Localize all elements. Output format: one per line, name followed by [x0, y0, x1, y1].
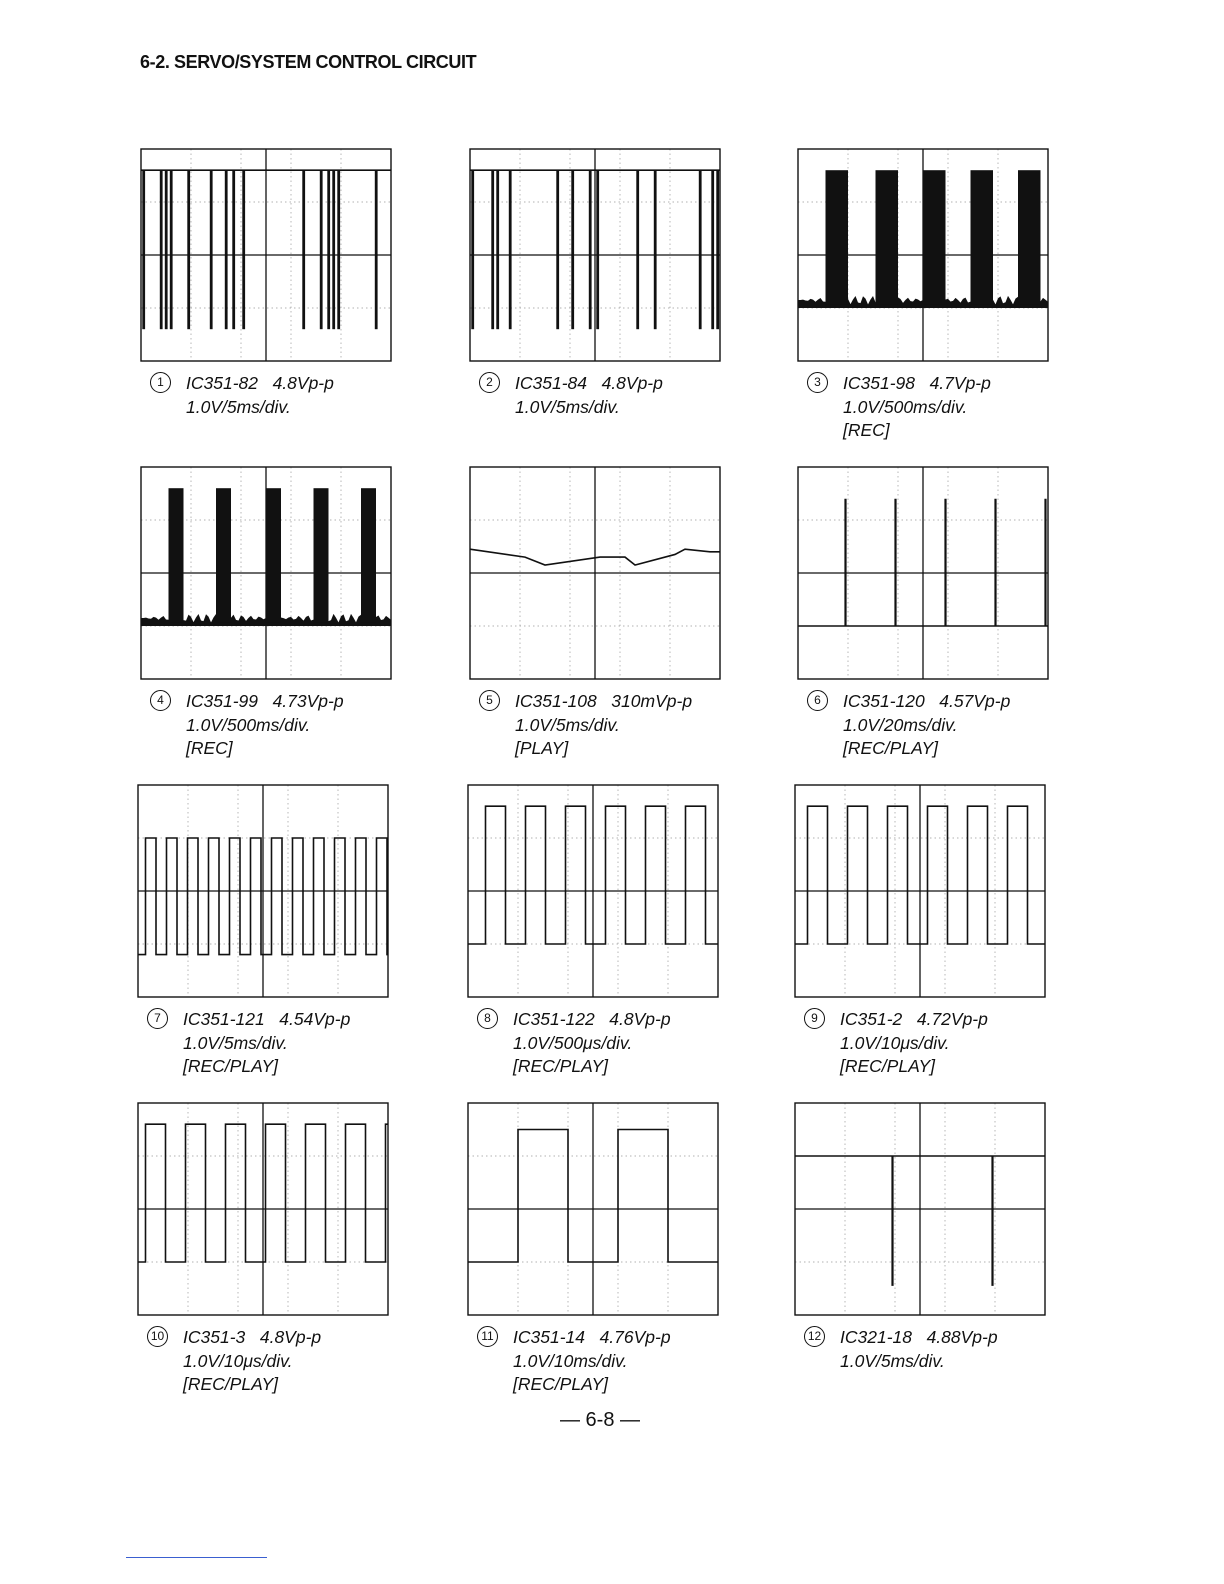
- oscilloscope-screen: [469, 148, 721, 362]
- burst-mark: [216, 488, 231, 622]
- waveform-caption: [140, 690, 392, 761]
- signal-label: IC351-108 310mVp-p: [515, 691, 693, 711]
- waveform-panel: [797, 466, 1049, 761]
- oscilloscope-screen: [797, 466, 1049, 680]
- circled-number: 6: [807, 690, 828, 711]
- mode-label: [REC/PLAY]: [183, 1374, 278, 1394]
- mode-label: [PLAY]: [515, 738, 569, 758]
- scale-label: 1.0V/5ms/div.: [183, 1032, 288, 1053]
- waveform-panel: [794, 784, 1046, 1079]
- signal-label: IC321-18 4.88Vp-p: [840, 1327, 998, 1347]
- signal-label: IC351-98 4.7Vp-p: [843, 373, 991, 393]
- circled-number: 12: [804, 1326, 825, 1347]
- oscilloscope-screen: [467, 784, 719, 998]
- pulse-mark: [636, 170, 639, 329]
- signal-label: IC351-121 4.54Vp-p: [183, 1009, 351, 1029]
- waveform-panel: [797, 148, 1049, 443]
- circled-number: 3: [807, 372, 828, 393]
- scale-label: 1.0V/500μs/div.: [513, 1032, 633, 1053]
- graticule: [138, 1103, 388, 1315]
- graticule: [468, 1103, 718, 1315]
- signal-label: IC351-99 4.73Vp-p: [186, 691, 344, 711]
- waveform-caption: [469, 372, 721, 419]
- circled-number: 2: [479, 372, 500, 393]
- scale-label: 1.0V/5ms/div.: [840, 1350, 945, 1371]
- graticule: [138, 785, 388, 997]
- circled-number: 4: [150, 690, 171, 711]
- mode-label: [REC/PLAY]: [840, 1056, 935, 1076]
- pulse-mark: [170, 170, 173, 329]
- scale-label: 1.0V/10ms/div.: [513, 1350, 628, 1371]
- pulse-mark: [210, 170, 213, 329]
- pulse-mark: [471, 170, 474, 329]
- signal-label: IC351-82 4.8Vp-p: [186, 373, 334, 393]
- scale-label: 1.0V/5ms/div.: [186, 396, 291, 417]
- oscilloscope-screen: [469, 466, 721, 680]
- waveform-caption: [467, 1008, 719, 1079]
- circled-number: 8: [477, 1008, 498, 1029]
- waveform-panel: [140, 148, 392, 419]
- burst-mark: [169, 488, 184, 622]
- circled-number: 11: [477, 1326, 498, 1347]
- burst-mark: [923, 170, 946, 304]
- waveform-caption: [797, 690, 1049, 761]
- pulse-mark: [596, 170, 599, 329]
- mode-label: [REC/PLAY]: [183, 1056, 278, 1076]
- graticule: [795, 1103, 1045, 1315]
- pulse-mark: [327, 170, 330, 329]
- pulse-mark: [302, 170, 305, 329]
- signal-label: IC351-3 4.8Vp-p: [183, 1327, 322, 1347]
- graticule: [470, 467, 720, 679]
- pulse-mark: [225, 170, 228, 329]
- waveform-panel: [140, 466, 392, 761]
- waveform-panel: [137, 784, 389, 1079]
- pulse-mark: [337, 170, 340, 329]
- waveform-caption: [140, 372, 392, 419]
- waveform-panel: [469, 148, 721, 419]
- pulse-mark: [242, 170, 245, 329]
- waveform-caption: [467, 1326, 719, 1397]
- pulse-mark: [332, 170, 335, 329]
- waveform-caption: [137, 1008, 389, 1079]
- waveform-caption: [137, 1326, 389, 1397]
- section-title: 6-2. SERVO/SYSTEM CONTROL CIRCUIT: [140, 52, 477, 72]
- mode-label: [REC]: [843, 420, 890, 440]
- scale-label: 1.0V/500ms/div.: [843, 396, 968, 417]
- waveform-caption: [797, 372, 1049, 443]
- waveform-panel: [794, 1102, 1046, 1373]
- pulse-mark: [232, 170, 235, 329]
- graticule: [470, 149, 720, 361]
- signal-label: IC351-2 4.72Vp-p: [840, 1009, 988, 1029]
- burst-mark: [876, 170, 899, 304]
- scale-label: 1.0V/5ms/div.: [515, 714, 620, 735]
- scale-label: 1.0V/500ms/div.: [186, 714, 311, 735]
- burst-mark: [826, 170, 849, 304]
- pulse-mark: [320, 170, 323, 329]
- pulse-mark: [491, 170, 494, 329]
- burst-mark: [314, 488, 329, 622]
- mode-label: [REC/PLAY]: [843, 738, 938, 758]
- pulse-mark: [509, 170, 512, 329]
- waveform-caption: [794, 1008, 1046, 1079]
- burst-mark: [266, 488, 281, 622]
- oscilloscope-screen: [140, 148, 392, 362]
- pulse-mark: [571, 170, 574, 329]
- scale-label: 1.0V/10μs/div.: [840, 1032, 950, 1053]
- signal-label: IC351-122 4.8Vp-p: [513, 1009, 671, 1029]
- waveform-caption: [469, 690, 721, 761]
- mode-label: [REC]: [186, 738, 233, 758]
- signal-label: IC351-14 4.76Vp-p: [513, 1327, 671, 1347]
- circled-number: 10: [147, 1326, 168, 1347]
- signal-label: IC351-120 4.57Vp-p: [843, 691, 1011, 711]
- pulse-mark: [589, 170, 592, 329]
- waveform-caption: [794, 1326, 1046, 1373]
- signal-label: IC351-84 4.8Vp-p: [515, 373, 663, 393]
- waveform-panel: [467, 784, 719, 1079]
- pulse-mark: [165, 170, 168, 329]
- pulse-mark: [142, 170, 145, 329]
- burst-mark: [1018, 170, 1041, 304]
- waveform-panel: [469, 466, 721, 761]
- circled-number: 5: [479, 690, 500, 711]
- oscilloscope-screen: [794, 784, 1046, 998]
- graticule: [798, 467, 1048, 679]
- waveform-panel: [137, 1102, 389, 1397]
- oscilloscope-screen: [467, 1102, 719, 1316]
- oscilloscope-screen: [797, 148, 1049, 362]
- scale-label: 1.0V/10μs/div.: [183, 1350, 293, 1371]
- burst-mark: [361, 488, 376, 622]
- oscilloscope-screen: [794, 1102, 1046, 1316]
- oscilloscope-screen: [137, 784, 389, 998]
- pulse-mark: [496, 170, 499, 329]
- page-number: — 6-8 —: [560, 1409, 641, 1431]
- scale-label: 1.0V/5ms/div.: [515, 396, 620, 417]
- pulse-mark: [375, 170, 378, 329]
- pulse-mark: [711, 170, 714, 329]
- pulse-mark: [556, 170, 559, 329]
- waveform-panel: [467, 1102, 719, 1397]
- mode-label: [REC/PLAY]: [513, 1374, 608, 1394]
- pulse-mark: [160, 170, 163, 329]
- graticule: [141, 149, 391, 361]
- pulse-mark: [187, 170, 190, 329]
- pulse-mark: [654, 170, 657, 329]
- pulse-mark: [716, 170, 719, 329]
- circled-number: 7: [147, 1008, 168, 1029]
- oscilloscope-screen: [140, 466, 392, 680]
- footer-rule: [126, 1557, 267, 1558]
- burst-mark: [971, 170, 994, 304]
- oscilloscope-screen: [137, 1102, 389, 1316]
- pulse-mark: [699, 170, 702, 329]
- scale-label: 1.0V/20ms/div.: [843, 714, 958, 735]
- circled-number: 1: [150, 372, 171, 393]
- circled-number: 9: [804, 1008, 825, 1029]
- mode-label: [REC/PLAY]: [513, 1056, 608, 1076]
